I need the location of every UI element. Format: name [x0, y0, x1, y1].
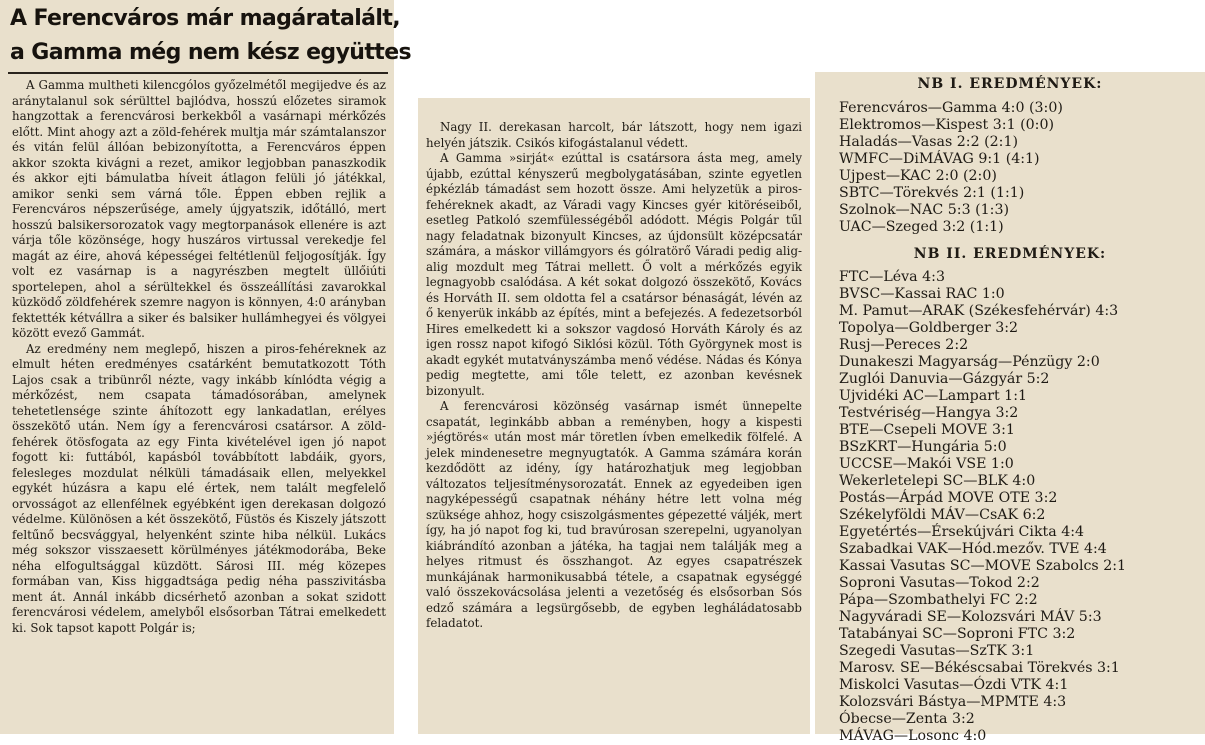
paragraph: A ferencvárosi közönség vasárnap ismét ünnepelte csapatát, leginkább abban a reményben, hogy a kispesti »jégtörés« után most már töretlen ívben emelkedik fölfelé. A jelek mindenesetre megnyugtatók. A Gamma számára korán kezdődött az idény, így határozhatjuk meg legjobban változatos teljesítménysorozatát. Ennek az egyedeiben igen nagyképességű csapatnak néhány hétre lett volna még szüksége ahhoz, hogy csiszolgásmentes gépezetté váljék, mert így, ha jó napot fog ki, tud bravúrosan szerepelni, ugyanolyan kiábrándító azonban a játéka, ha tagjai nem találják meg a helyes ritmust és összhangot. Az egyes csapatrészek munkájának harmonikusabbá tétele, a csapatnak egységgé való összekovácsolása jelenti a vezetőség és elsősorban Sós edző számára a legsürgősebb, de egyben legháládatosabb feladatot. [426, 399, 802, 630]
result-line: Kassai Vasutas SC—MOVE Szabolcs 2:1 [839, 558, 1127, 574]
result-line: WMFC—DiMÁVAG 9:1 (4:1) [839, 151, 1040, 167]
nb2-results-heading: NB II. EREDMÉNYEK: [913, 246, 1107, 262]
result-line: BTE—Csepeli MOVE 3:1 [839, 422, 1015, 438]
headline-divider [8, 72, 388, 74]
result-line: Szegedi Vasutas—SzTK 3:1 [839, 643, 1035, 659]
result-line: Óbecse—Zenta 3:2 [839, 711, 975, 727]
results-column [815, 72, 1205, 744]
result-line: Elektromos—Kispest 3:1 (0:0) [839, 117, 1055, 133]
result-line: M. Pamut—ARAK (Székesfehérvár) 4:3 [839, 303, 1119, 319]
result-line: Pápa—Szombathelyi FC 2:2 [839, 592, 1038, 608]
article-body-left [12, 78, 386, 636]
paragraph: A Gamma »sirját« ezúttal is csatársora ásta meg, amely újabb, ezúttal kényszerű megbolygatásában, szinte egyetlen épkézláb támadást sem hozott össze. Ami helyzetük a piros-fehéreknek akadt, az Váradi vagy Kincses gyér kitöréseiből, esetleg Patkoló szemfülességéből adódott. Mégis Polgár tűl nagy feladatnak bizonyult Kincses, az újdonsült középcsatár számára, a máskor villámgyors és gólratörő Váradi pedig alig-alig mozdult meg Tátrai mellett. Ő volt a mérkőzés egyik legnagyobb csalódása. A két sokat dolgozó összekötő, Kovács és Horváth II. sem oldotta fel a csatársor bénaságát, lévén az ő kenyerük inkább az építés, mint a befejezés. A fedezetsorból Hires emelkedett ki a sokszor vagdosó Horváth Károly és az igen rossz napot kifogó Siklósi közül. Tóth Györgynek most is akadt egykét mutatványszámba menő védése. Nádas és Kónya pedig megtette, ami tőle telett, ez azonban kevésnek bizonyult. [426, 151, 802, 398]
result-line: Szolnok—NAC 5:3 (1:3) [839, 202, 1010, 218]
headline-line-2: a Gamma még nem kész együttes [10, 40, 412, 65]
result-line: Testvériség—Hangya 3:2 [839, 405, 1019, 421]
result-line: Egyetértés—Érsekújvári Cikta 4:4 [839, 524, 1085, 540]
result-line: Haladás—Vasas 2:2 (2:1) [839, 134, 1019, 150]
result-line: Nagyváradi SE—Kolozsvári MÁV 5:3 [839, 609, 1102, 625]
result-line: Postás—Árpád MOVE OTE 3:2 [839, 490, 1058, 506]
result-line: FTC—Léva 4:3 [839, 269, 945, 285]
result-line: Topolya—Goldberger 3:2 [839, 320, 1019, 336]
nb1-results-heading: NB I. EREDMÉNYEK: [917, 76, 1103, 92]
headline-line-1: A Ferencváros már magáratalált, [10, 6, 401, 31]
article-body-middle [426, 120, 802, 632]
result-line: Ujvidéki AC—Lampart 1:1 [839, 388, 1028, 404]
article-column-left [0, 0, 412, 734]
result-line: Tatabányai SC—Soproni FTC 3:2 [839, 626, 1076, 642]
result-line: Rusj—Pereces 2:2 [839, 337, 969, 353]
nb1-results-list [839, 100, 1063, 236]
nb2-results-list [839, 269, 1126, 745]
result-line: BVSC—Kassai RAC 1:0 [839, 286, 1005, 302]
paragraph: Az eredmény nem meglepő, hiszen a piros-fehéreknek az elmult héten eredményes csatárként bemutatkozott Tóth Lajos csak a tribünről nézte, vagy inkább kínlódta végig a mérkőzést, nem csapata támadósorában, amelynek tehetetlensége szinte áhítozott egy lankadatlan, erélyes összekötő után. Nem így a ferencvárosi csatársor. A zöld-fehérek ötösfogata az egy Finta kivételével igen jó napot fogott ki: futtából, kapásból továbbított labdáik, gyors, felesleges mozdulat nélküli támadásaik ellen, melyekkel egykét húzásra a kapu elé értek, nem talált megfelelő orvosságot az ellenfélnek egyébként igen derekasan dolgozó védelme. Különösen a két összekötő, Füstös és Kiszely játszott feltűnő becsvággyal, helyenként szinte hiba nélkül. Lukács még sokszor visszaesett körülményes játékmodorába, Beke néha elfogultsággal küzdött. Sárosi III. még közepes formában van, Kiss higgadtsága pedig néha passzivitásba ment át. Annál inkább dicsérhető azonban a sokat szidott ferencvárosi védelem, amelyből elsősorban Tátrai emelkedett ki. Sok tapsot kapott Polgár is; [12, 341, 386, 635]
result-line: Kolozsvári Bástya—MPMTE 4:3 [839, 694, 1067, 710]
result-line: Székelyföldi MÁV—CsAK 6:2 [839, 507, 1046, 523]
result-line: Dunakeszi Magyarság—Pénzügy 2:0 [839, 354, 1100, 370]
result-line: Marosv. SE—Békéscsabai Törekvés 3:1 [839, 660, 1120, 676]
result-line: Wekerletelepi SC—BLK 4:0 [839, 473, 1036, 489]
result-line: Miskolci Vasutas—Ózdi VTK 4:1 [839, 677, 1069, 693]
result-line: Ferencváros—Gamma 4:0 (3:0) [839, 100, 1063, 116]
result-line: Zuglói Danuvia—Gázgyár 5:2 [839, 371, 1050, 387]
result-line: Szabadkai VAK—Hód.mezőv. TVE 4:4 [839, 541, 1107, 557]
result-line: MÁVAG—Losonc 4:0 [839, 728, 987, 744]
article-column-middle [418, 98, 810, 734]
result-line: BSzKRT—Hungária 5:0 [839, 439, 1007, 455]
result-line: SBTC—Törekvés 2:1 (1:1) [839, 185, 1025, 201]
result-line: UAC—Szeged 3:2 (1:1) [839, 219, 1004, 235]
paragraph: A Gamma multheti kilencgólos győzelmétől megijedve és az aránytalanul sok sérülttel bajlódva, hosszú előzetes siramok hangzottak a ferencvárosi berkekből a vasárnapi mérkőzés előtt. Mint ahogy azt a zöld-fehérek multja már számtalanszor és vitán felül állóan bebizonyította, a Ferencváros éppen akkor szokta kivágni a rezet, amikor legjobban panaszkodik és akkor ejti bámulatba híveit átlagon felüli jó játékkal, amikor senki sem várná tőle. Éppen ebben rejlik a Ferencváros népszerűsége, amely újgyatszik, időtálló, mert hosszú balsikersorozatok vagy megtorpanások ellenére is azt várja tőle közönsége, hogy huszáros virtussal verekedje fel magát az éire, ahová képességei feltétlenül feljogosítják. Így volt ez vasárnap is a nagyrészben megtelt üllőiúti sportelepen, ahol a sérültekkel és összeállítási zavarokkal küzködő zöldfehérek szemre nagyon is könnyen, 4:0 arányban fektették kétvállra a siker és balsiker hullámhegyei és völgyei között evező Gammát. [12, 78, 386, 340]
result-line: Ujpest—KAC 2:0 (2:0) [839, 168, 997, 184]
result-line: Soproni Vasutas—Tokod 2:2 [839, 575, 1040, 591]
paragraph: Nagy II. derekasan harcolt, bár látszott, hogy nem igazi helyén játszik. Csikós kifogástalanul védett. [426, 120, 802, 150]
result-line: UCCSE—Makói VSE 1:0 [839, 456, 1014, 472]
article-headline [10, 2, 412, 70]
